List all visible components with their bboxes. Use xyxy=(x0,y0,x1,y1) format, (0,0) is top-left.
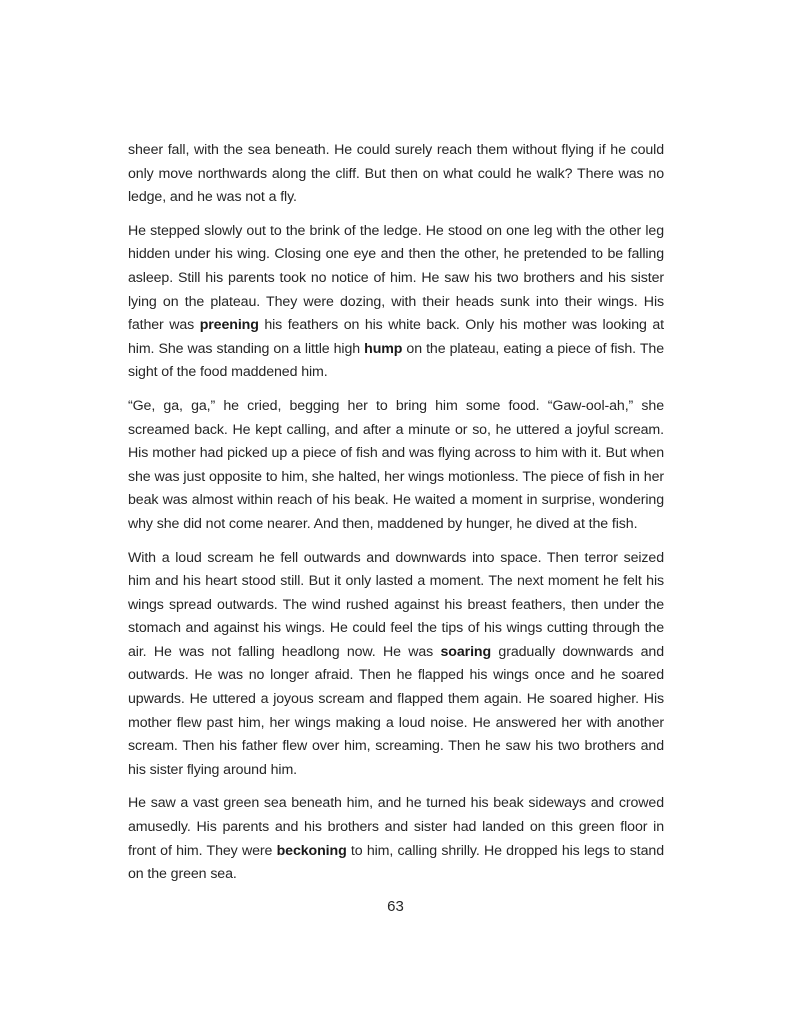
page-body xyxy=(128,139,664,897)
paragraph-text: to him, calling shrilly. He dropped his legs to stand on the green sea. xyxy=(128,842,664,883)
paragraph-text: “Ge, ga, ga,” he cried, begging her to bring him some food. “Gaw-ool-ah,” she screamed back. He kept calling, and after a minute or so, he uttered a joyful scream. His mother had picked up a piece of fish and was flying across to him with it. But when she was just opposite to him, she halted, her wings motionless. The piece of fish in her beak was almost within reach of his beak. He waited a moment in surprise, wondering why she did not come nearer. And then, maddened by hunger, he dived at the fish. xyxy=(128,397,664,532)
paragraph-3 xyxy=(128,395,664,537)
paragraph-text: He saw a vast green sea beneath him, and he turned his beak sideways and crowed amusedly. His parents and his brothers and sister had landed on this green floor in front of him. They were xyxy=(128,795,664,859)
paragraph-text: sheer fall, with the sea beneath. He could surely reach them without flying if he could only move northwards along the cliff. But then on what could he walk? There was no ledge, and he was not a fly. xyxy=(128,142,664,206)
paragraph-1 xyxy=(128,139,664,210)
paragraph-text: gradually downwards and outwards. He was no longer afraid. Then he flapped his wings once and he soared upwards. He uttered a joyous scream and flapped them again. He soared higher. His mother flew past him, her wings making a loud noise. He answered her with another scream. Then his father flew over him, screaming. Then he saw his two brothers and his sister flying around him. xyxy=(128,643,664,778)
page-number: 63 xyxy=(387,898,404,915)
vocab-word-beckoning: beckoning xyxy=(276,842,347,859)
paragraph-text: on the plateau, eating a piece of fish. The sight of the food maddened him. xyxy=(128,340,664,381)
paragraph-4 xyxy=(128,547,664,783)
vocab-word-preening: preening xyxy=(199,317,259,334)
vocab-word-hump: hump xyxy=(364,340,403,357)
paragraph-5 xyxy=(128,792,664,886)
paragraph-text: his feathers on his white back. Only his mother was looking at him. She was standing on a little high xyxy=(128,317,664,357)
paragraph-2 xyxy=(128,220,664,385)
paragraph-text: With a loud scream he fell outwards and downwards into space. Then terror seized him and his heart stood still. But it only lasted a moment. The next moment he felt his wings spread outwards. The wind rushed against his breast feathers, then under the stomach and against his wings. He could feel the tips of his wings cutting through the air. He was not falling headlong now. He was xyxy=(128,549,664,660)
vocab-word-soaring: soaring xyxy=(440,643,492,660)
paragraph-text: He stepped slowly out to the brink of the ledge. He stood on one leg with the other leg hidden under his wing. Closing one eye and then the other, he pretended to be falling asleep. Still his parents took no notice of him. He saw his two brothers and his sister lying on the plateau. They were dozing, with their heads sunk into their wings. His father was xyxy=(128,222,664,334)
